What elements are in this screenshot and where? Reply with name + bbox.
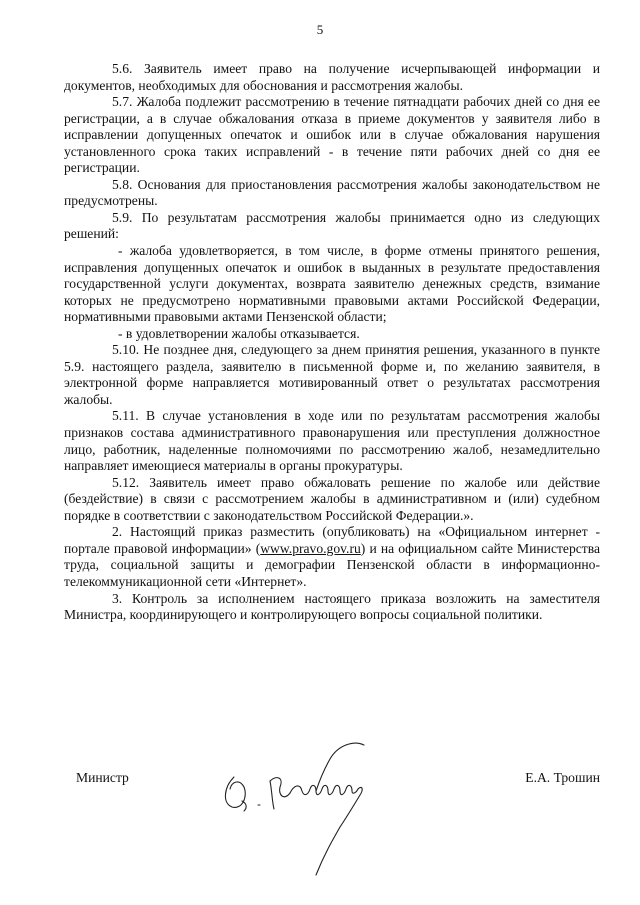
signatory-title: Министр xyxy=(76,770,129,785)
page-number: 5 xyxy=(316,22,324,37)
handwritten-signature xyxy=(214,715,404,885)
signature-block xyxy=(64,770,600,900)
item-2-text-after: ) и на официальном сайте Министерства труда, социальной защиты и демографии Пензенской области в информационно-телекоммуникационной сети «Интернет». xyxy=(64,540,600,589)
paragraph-5-7: 5.7. Жалоба подлежит рассмотрению в течение пятнадцати рабочих дней со дня ее регистрации, а в случае обжалования отказа в приеме документов у заявителя либо в исправлении допущенных опечаток и ошибок или в случае обжалования нарушения установленного срока таких исправлений - в течение пяти рабочих дней со дня ее регистрации. xyxy=(64,94,600,176)
document-body xyxy=(64,61,600,624)
paragraph-5-8: 5.8. Основания для приостановления рассмотрения жалобы законодательством не предусмотрены. xyxy=(64,176,600,209)
paragraph-item-2 xyxy=(64,524,600,590)
paragraph-5-6: 5.6. Заявитель имеет право на получение исчерпывающей информации и документов, необходимых для обоснования и рассмотрения жалобы. xyxy=(64,61,600,93)
paragraph-5-10: 5.10. Не позднее дня, следующего за днем принятия решения, указанного в пункте 5.9. настоящего раздела, заявителю в письменной форме и, по желанию заявителя, в электронной форме направляется мотивированный ответ о результатах рассмотрения жалобы. xyxy=(64,342,600,407)
bullet-complaint-rejected: - в удовлетворении жалобы отказывается. xyxy=(118,325,360,341)
paragraph-5-12: 5.12. Заявитель имеет право обжаловать решение по жалобе или действие (бездействие) в связи с рассмотрением жалобы в административном и (или) судебном порядке в соответствии с законодательством Российской Федерации.». xyxy=(64,474,600,523)
bullet-complaint-satisfied: - жалоба удовлетворяется, в том числе, в форме отмены принятого решения, исправления допущенных опечаток и ошибок в выданных в результате предоставления государственной услуги документах, возврата заявителю денежных средств, взимание которых не предусмотрено нормативными правовыми актами Российской Федерации, нормативными правовыми актами Пензенской области; xyxy=(64,243,600,325)
paragraph-5-9: 5.9. По результатам рассмотрения жалобы принимается одно из следующих решений: xyxy=(64,209,600,242)
signatory-name: Е.А. Трошин xyxy=(525,770,600,785)
pravo-gov-link[interactable]: www.pravo.gov.ru xyxy=(260,540,361,556)
paragraph-5-11: 5.11. В случае установления в ходе или по результатам рассмотрения жалобы признаков состава административного правонарушения или преступления должностное лицо, работник, наделенные полномочиями по рассмотрению жалоб, незамедлительно направляет имеющиеся материалы в органы прокуратуры. xyxy=(64,408,600,474)
item-2-text-before: 2. Настоящий приказ разместить (опубликовать) на «Официальном интернет - портале правовой информации» ( xyxy=(64,524,600,556)
paragraph-item-3: 3. Контроль за исполнением настоящего приказа возложить на заместителя Министра, координирующего и контролирующего вопросы социальной политики. xyxy=(64,590,600,623)
